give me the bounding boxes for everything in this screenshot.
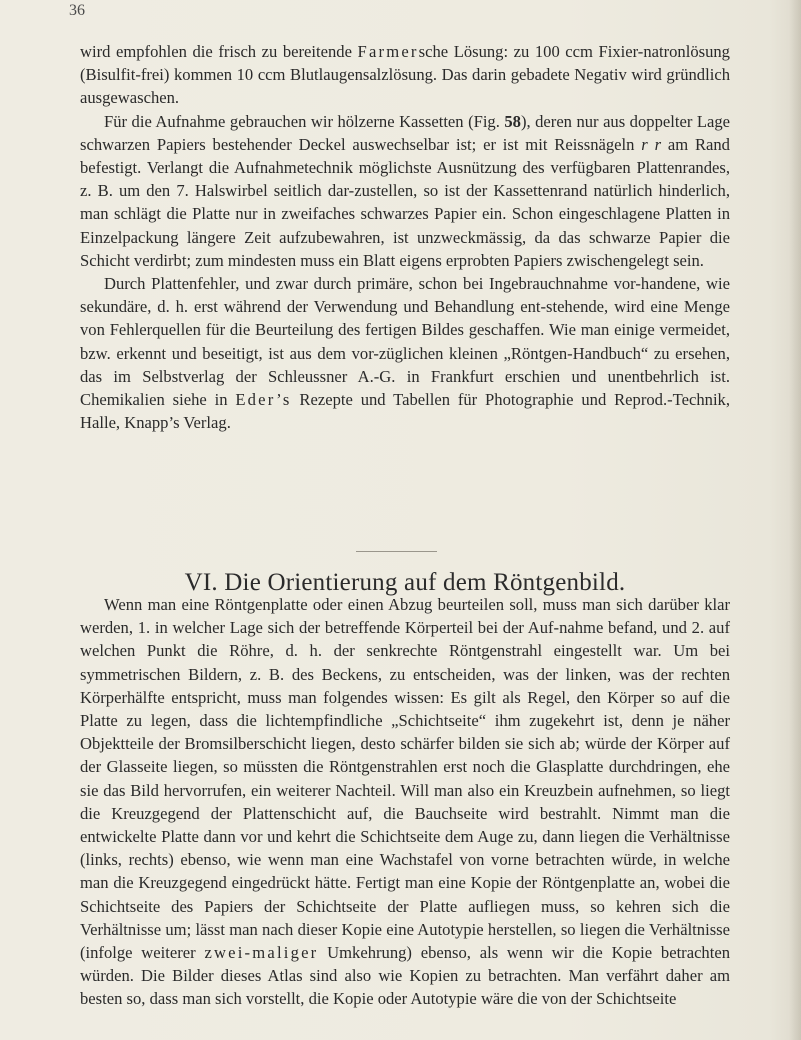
page-number: 36 <box>69 2 85 19</box>
text-run: Durch Plattenfehler, und zwar durch primäre, schon bei Ingebrauchnahme vor-handene, wie sekundäre, d. h. erst während der Verwendung und Behandlung ent-stehende, wird eine Menge von Fehlerquellen für die Beurteilung des fertigen Bildes geschaffen. Wie man einige vermeidet, bzw. erkennt und beseitigt, ist aus dem vor-züglichen kleinen „Röntgen-Handbuch“ zu ersehen, das im Selbstverlag der Schleussner A.-G. in Frankfurt erschien und unentbehrlich ist. Chemikalien siehe in <box>80 274 730 410</box>
text-section-bottom <box>80 593 730 1011</box>
chapter-heading: VI. Die Orientierung auf dem Röntgenbild. <box>184 569 626 596</box>
paragraph <box>80 593 730 1011</box>
text-run: Für die Aufnahme gebrauchen wir hölzerne Kassetten (Fig. <box>104 111 505 131</box>
text-run: wird empfohlen die frisch zu bereitende <box>80 42 358 61</box>
text-run: Rezepte und Tabellen für Photographie und Reprod.-Technik, Halle, Knapp’s Verlag. <box>80 390 730 433</box>
text-run: am Rand befestigt. Verlangt die Aufnahmetechnik möglichste Ausnützung des verfügbaren Plattenrandes, z. B. um den 7. Halswirbel seitlich dar-zustellen, so ist der Kassettenrand natürlich hinderlich, man schlägt die Platte nur in zweifaches schwarzes Papier ein. Schon eingeschlagene Platten in Einzelpackung längere Zeit aufzubewahren, ist unzweckmässig, da das schwarze Papier die Schicht verdirbt; zum mindesten muss ein Blatt eigens erprobten Papiers zwischengelegt sein. <box>80 134 730 270</box>
text-run: ), deren nur aus doppelter Lage schwarzen Papiers bestehender Deckel auswechselbar ist; er ist mit Reissnägeln <box>80 111 730 154</box>
paragraph <box>80 272 730 434</box>
text-run: sche Lösung: zu 100 ccm Fixier-natronlösung (Bisulfit-frei) kommen 10 ccm Blutlaugensalzlösung. Das darin gebadete Negativ wird gründlich ausgewaschen. <box>80 42 730 108</box>
paragraph <box>80 110 730 272</box>
page-edge-shadow <box>789 0 801 1040</box>
paragraph <box>80 40 730 110</box>
section-divider <box>356 551 437 552</box>
text-section-top <box>80 40 730 434</box>
spaced-name: Eder’s <box>235 390 292 410</box>
spaced-name: Farmer <box>357 42 419 61</box>
text-run: Wenn man eine Röntgenplatte oder einen Abzug beurteilen soll, muss man sich darüber klar werden, 1. in welcher Lage sich der betreffende Körperteil bei der Auf-nahme befand, und 2. auf welchen Punkt die Röhre, d. h. der senkrechte Röntgenstrahl eingestellt war. Um bei symmetrischen Bildern, z. B. des Beckens, zu entscheiden, was der linken, was der rechten Körperhälfte entspricht, muss man folgendes wissen: Es gilt als Regel, den Körper so auf die Platte zu legen, dass die lichtempfindliche „Schichtseite“ ihm zugekehrt ist, denn je näher Objektteile der Bromsilberschicht liegen, desto schärfer bilden sie sich ab; würde der Körper auf der Glasseite liegen, so müssten die Röntgenstrahlen erst noch die Glasplatte durchdringen, ehe sie das Bild hervorrufen, ein weiterer Nachteil. Will man also ein Kreuzbein aufnehmen, so liegt die Kreuzgegend der Plattenschicht auf, die Bauchseite wird bestrahlt. Nimmt man die entwickelte Platte dann vor und kehrt die Schichtseite dem Auge zu, dann liegen die Verhältnisse (links, rechts) ebenso, wie wenn man eine Wachstafel von vorne betrachten würde, in welche man die Kreuzgegend eingedrückt hätte. Fertigt man eine Kopie der Röntgenplatte an, wobei die Schichtseite des Papiers der Schichtseite der Platte aufliegen muss, so kehren sich die Verhältnisse um; lässt man nach dieser Kopie eine Autotypie herstellen, so liegen die Verhältnisse (infolge weiterer <box>80 595 730 963</box>
text-run: Umkehrung) ebenso, als wenn wir die Kopie betrachten würden. Die Bilder dieses Atlas sind also wie Kopien zu betrachten. Man verfährt daher am besten so, dass man sich vorstellt, die Kopie oder Autotypie wäre die von der Schichtseite <box>80 943 730 1009</box>
italic-label: r r <box>641 134 662 154</box>
figure-reference: 58 <box>504 111 521 131</box>
spaced-word: zwei-maliger <box>204 943 319 963</box>
